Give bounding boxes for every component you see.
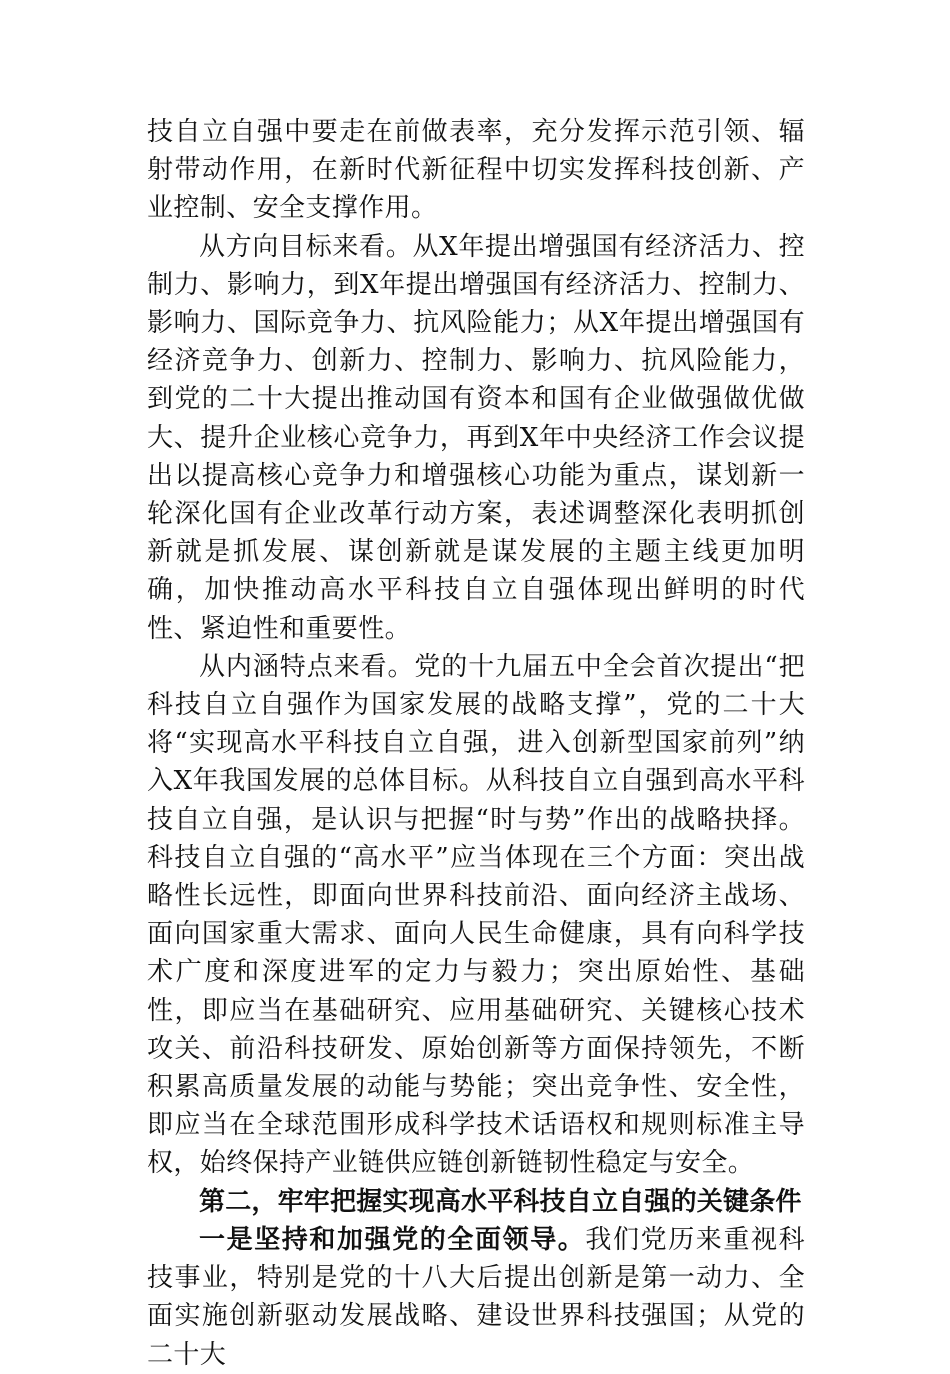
document-body [147,113,805,1374]
paragraph-continuation: 技自立自强中要走在前做表率，充分发挥示范引领、辐射带动作用，在新时代新征程中切实发挥科技创新、产业控制、安全支撑作用。 [147,117,805,224]
paragraph-connotation-features: 从内涵特点来看。党的十九届五中全会首次提出“把科技自立自强作为国家发展的战略支撑”，党的二十大将“实现高水平科技自立自强，进入创新型国家前列”纳入X年我国发展的总体目标。从科技自立自强到高水平科技自立自强，是认识与把握“时与势”作出的战略抉择。科技自立自强的“高水平”应当体现在三个方面：突出战略性长远性，即面向世界科技前沿、面向经济主战场、面向国家重大需求、面向人民生命健康，具有向科学技术广度和深度进军的定力与毅力；突出原始性、基础性，即应当在基础研究、应用基础研究、关键核心技术攻关、前沿科技研发、原始创新等方面保持领先，不断积累高质量发展的动能与势能；突出竞争性、安全性，即应当在全球范围形成科学技术话语权和规则标准主导权，始终保持产业链供应链创新链韧性稳定与安全。 [147,651,805,1179]
paragraph-direction-goals: 从方向目标来看。从X年提出增强国有经济活力、控制力、影响力，到X年提出增强国有经济活力、控制力、影响力、国际竞争力、抗风险能力；从X年提出增强国有经济竞争力、创新力、控制力、影响力、抗风险能力，到党的二十大提出推动国有资本和国有企业做强做优做大、提升企业核心竞争力，再到X年中央经济工作会议提出以提高核心竞争力和增强核心功能为重点，谋划新一轮深化国有企业改革行动方案，表述调整深化表明抓创新就是抓发展、谋创新就是谋发展的主题主线更加明确，加快推动高水平科技自立自强体现出鲜明的时代性、紧迫性和重要性。 [147,231,805,644]
section-heading: 第二，牢牢把握实现高水平科技自立自强的关键条件 [199,1186,802,1217]
paragraph-lead-sentence: 一是坚持和加强党的全面领导。 [199,1224,586,1255]
paragraph-body-text: 我们党历来重视科技事业，特别是党的十八大后提出创新是第一动力、全面实施创新驱动发展战略、建设世界科技强国；从党的二十大 [147,1224,806,1370]
paragraph-party-leadership [147,1221,805,1374]
